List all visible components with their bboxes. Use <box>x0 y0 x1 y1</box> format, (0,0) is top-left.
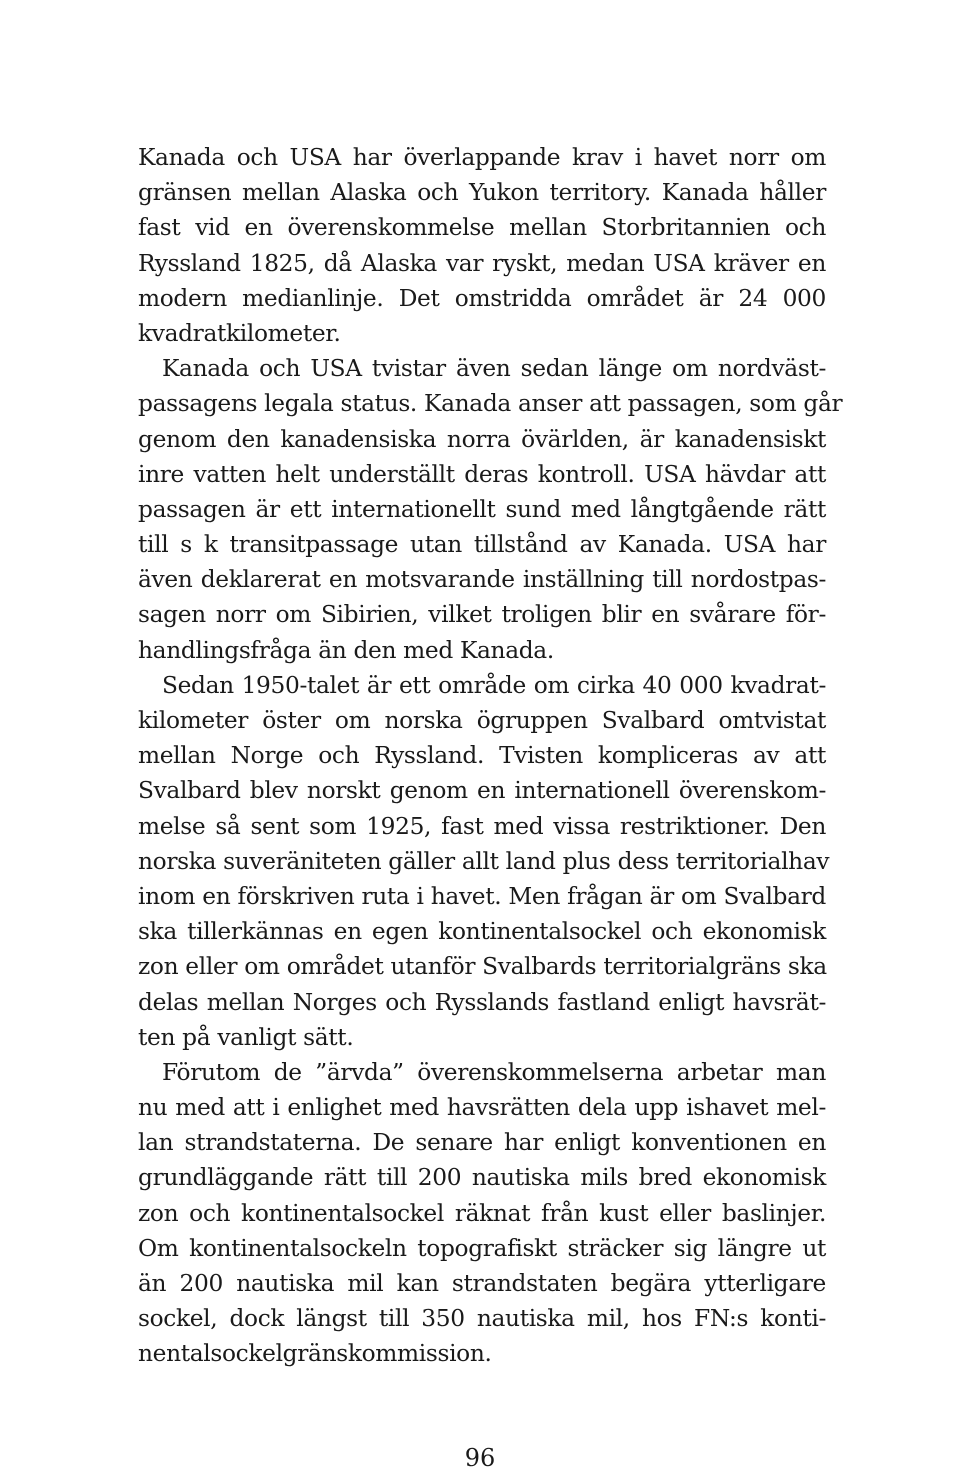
text-line: nentalsockelgränskommission. <box>138 1340 492 1368</box>
text-line: sagen norr om Sibirien, vilket troligen blir en svårare för- <box>138 601 826 629</box>
paragraph <box>138 351 843 668</box>
text-line: zon eller om området utanför Svalbards territorialgräns ska <box>138 953 827 981</box>
text-line: Kanada och USA tvistar även sedan länge om nordväst- <box>162 355 826 383</box>
text-line: zon och kontinentalsockel räknat från kust eller baslinjer. <box>138 1199 826 1227</box>
text-line: passagen är ett internationellt sund med långtgående rätt <box>138 495 826 523</box>
text-line: till s k transitpassage utan tillstånd av Kanada. USA har <box>138 531 826 559</box>
text-line: ten på vanligt sätt. <box>138 1023 354 1051</box>
page-number: 96 <box>464 1444 496 1472</box>
text-line: Förutom de ”ärvda” överenskommelserna arbetar man <box>162 1058 826 1086</box>
text-line: mellan Norge och Ryssland. Tvisten kompliceras av att <box>138 742 826 770</box>
text-line: norska suveräniteten gäller allt land plus dess territorialhav <box>138 847 830 875</box>
body-text <box>138 140 843 1372</box>
text-line: sockel, dock längst till 350 nautiska mil, hos FN:s konti- <box>138 1305 826 1333</box>
paragraph <box>138 140 826 351</box>
text-line: fast vid en överenskommelse mellan Storbritannien och <box>138 214 826 242</box>
text-line: passagens legala status. Kanada anser att passagen, som går <box>138 390 843 418</box>
text-line: inre vatten helt underställt deras kontroll. USA hävdar att <box>138 460 826 488</box>
text-line: handlingsfråga än den med Kanada. <box>138 636 554 664</box>
text-line: även deklarerat en motsvarande inställning till nordostpas- <box>138 566 826 594</box>
text-line: modern medianlinje. Det omstridda området är 24 000 <box>138 284 826 312</box>
text-line: Svalbard blev norskt genom en internationell överenskom- <box>138 777 826 805</box>
text-line: Sedan 1950-talet är ett område om cirka 40 000 kvadrat- <box>162 671 826 699</box>
text-line: grundläggande rätt till 200 nautiska mils bred ekonomisk <box>138 1164 826 1192</box>
text-line: Ryssland 1825, då Alaska var ryskt, medan USA kräver en <box>138 249 826 277</box>
text-line: kilometer öster om norska ögruppen Svalbard omtvistat <box>138 707 826 734</box>
text-line: Kanada och USA har överlappande krav i havet norr om <box>138 144 826 171</box>
text-line: nu med att i enlighet med havsrätten dela upp ishavet mel- <box>138 1094 826 1122</box>
text-line: genom den kanadensiska norra övärlden, är kanadensiskt <box>138 425 826 453</box>
text-line: lan strandstaterna. De senare har enligt konventionen en <box>138 1129 826 1157</box>
text-line: melse så sent som 1925, fast med vissa restriktioner. Den <box>138 812 826 840</box>
text-line: än 200 nautiska mil kan strandstaten begära ytterligare <box>138 1270 826 1297</box>
text-line: kvadratkilometer. <box>138 319 341 347</box>
paragraph <box>138 1055 826 1372</box>
text-line: ska tillerkännas en egen kontinentalsockel och ekonomisk <box>138 918 826 946</box>
text-line: inom en förskriven ruta i havet. Men frågan är om Svalbard <box>138 882 826 910</box>
text-line: Om kontinentalsockeln topografiskt sträcker sig längre ut <box>138 1234 826 1262</box>
text-line: gränsen mellan Alaska och Yukon territory. Kanada håller <box>138 179 826 207</box>
paragraph <box>138 668 830 1055</box>
text-line: delas mellan Norges och Rysslands fastland enligt havsrät- <box>138 988 826 1016</box>
